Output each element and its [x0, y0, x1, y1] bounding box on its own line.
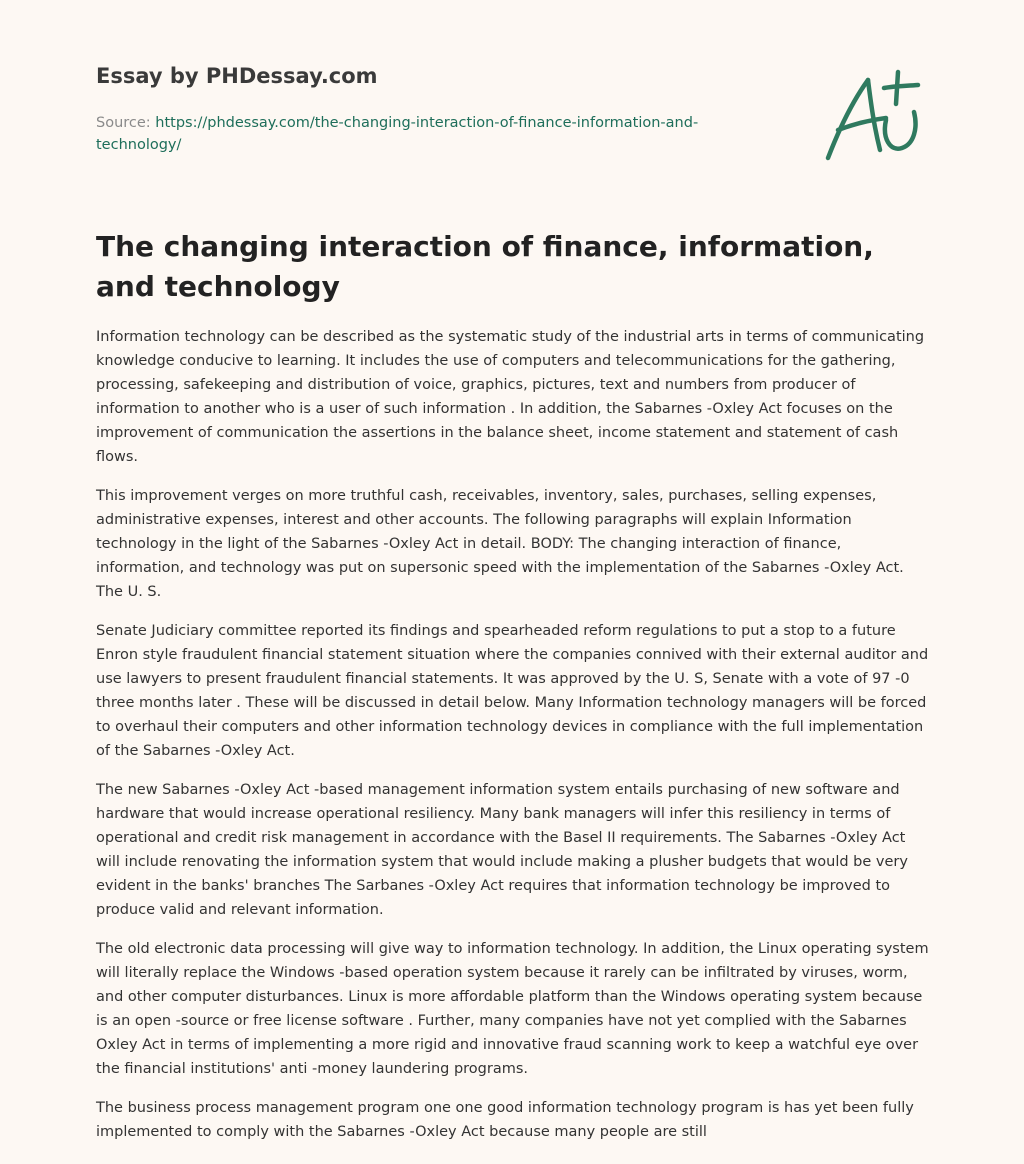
article-title: The changing interaction of finance, information, and technology — [96, 230, 874, 303]
article-paragraph: The business process management program one one good information technology program is has yet been fully implemented to comply with the Sabarnes -Oxley Act because many people are still — [96, 1100, 914, 1140]
logo-u-stroke — [885, 112, 916, 149]
article-paragraph: The old electronic data processing will give way to information technology. In addition, the Linux operating system will literally replace the Windows -based operation system because it rarely can be infiltrated by viruses, worm, and other computer disturbances. Linux is more affordable platform than the Windows operating system because is an open -source or free license software . Further, many companies have not yet complied with the Sabarnes Oxley Act in terms of implementing a more rigid and innovative fraud scanning work to keep a watchful eye over the financial institutions' anti -money laundering programs. — [96, 941, 929, 1077]
source-line — [96, 112, 736, 156]
a-plus-logo-icon — [822, 66, 926, 166]
article-paragraph: The new Sabarnes -Oxley Act -based management information system entails purchasing of new software and hardware that would increase operational resiliency. Many bank managers will infer this resiliency in terms of operational and credit risk management in accordance with the Basel II requirements. The Sabarnes -Oxley Act will include renovating the information system that would include making a plusher budgets that would be very evident in the banks' branches The Sarbanes -Oxley Act requires that information technology be improved to produce valid and relevant information. — [96, 782, 908, 918]
article-body — [96, 325, 930, 1159]
article-paragraph: Information technology can be described as the systematic study of the industrial arts in terms of communicating knowledge conducive to learning. It includes the use of computers and telecommunications for the gathering, processing, safekeeping and distribution of voice, graphics, pictures, text and numbers from producer of information to another who is a user of such information . In addition, the Sabarnes -Oxley Act focuses on the improvement of communication the assertions in the balance sheet, income statement and statement of cash flows. — [96, 329, 925, 465]
article-paragraph: This improvement verges on more truthful cash, receivables, inventory, sales, purchases, selling expenses, administrative expenses, interest and other accounts. The following paragraphs will explain Information technology in the light of the Sabarnes -Oxley Act in detail. BODY: The changing interaction of finance, information, and technology was put on supersonic speed with the implementation of the Sabarnes -Oxley Act. The U. S. — [96, 488, 904, 600]
source-label: Source: — [96, 115, 156, 131]
logo-a-left-stroke — [828, 80, 868, 158]
site-brand: Essay by PHDessay.com — [96, 64, 378, 88]
logo-plus-horizontal — [884, 85, 918, 88]
article-paragraph: Senate Judiciary committee reported its findings and spearheaded reform regulations to put a stop to a future Enron style fraudulent financial statement situation where the companies connived with their external auditor and use lawyers to present fraudulent financial statements. It was approved by the U. S, Senate with a vote of 97 -0 three months later . These will be discussed in detail below. Many Information technology managers will be forced to overhaul their computers and other information technology devices in compliance with the full implementation of the Sabarnes -Oxley Act. — [96, 623, 929, 759]
logo-a-right-stroke — [868, 80, 880, 150]
source-link[interactable]: https://phdessay.com/the-changing-interaction-of-finance-information-and-technology/ — [96, 115, 699, 153]
